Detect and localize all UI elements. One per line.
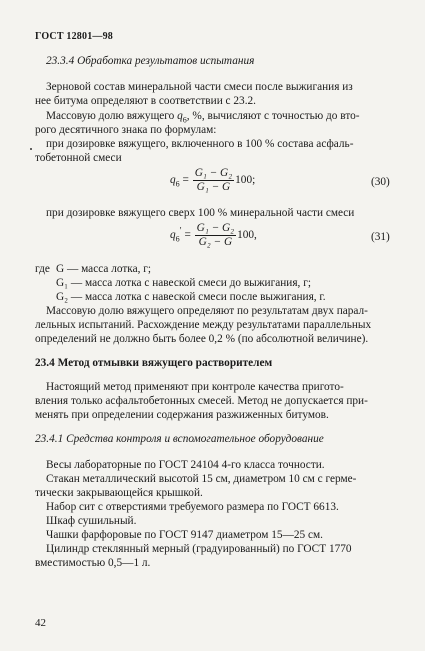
formula-fraction xyxy=(193,167,234,194)
paragraph-text: менять при определении содержания разжиженных битумов. xyxy=(35,409,329,421)
equation-number: (31) xyxy=(371,231,390,243)
variable-definition: G₂ — масса лотка с навеской смеси после выжигания, г. xyxy=(56,291,326,303)
equipment-item: Шкаф сушильный. xyxy=(46,515,137,527)
equipment-item: Стакан металлический высотой 15 см, диаметром 10 см с герме- xyxy=(46,473,357,485)
equation-number: (30) xyxy=(371,176,390,188)
paragraph-text: вления только асфальтобетонных смесей. Метод не допускается при- xyxy=(35,395,368,407)
paragraph-text: Настоящий метод применяют при контроле качества пригото- xyxy=(46,381,344,393)
paragraph-text: рого десятичного знака по формулам: xyxy=(35,124,217,136)
equipment-item: Весы лабораторные по ГОСТ 24104 4-го класса точности. xyxy=(46,459,325,471)
where-label: где xyxy=(35,263,50,275)
paragraph-text: определений не должно быть более 0,2 % (по абсолютной величине). xyxy=(35,333,369,345)
text-run: Массовую долю вяжущего xyxy=(46,110,178,122)
paragraph-text: Зерновой состав минеральной части смеси после выжигания из xyxy=(46,81,353,93)
section-title-23-3-4: 23.3.4 Обработка результатов испытания xyxy=(46,55,255,67)
fraction-numerator: G₁ − G₂ xyxy=(194,167,233,179)
formula-prime: ′ xyxy=(179,225,182,236)
variable-definition: G₁ — масса лотка с навеской смеси до выжигания, г; xyxy=(56,277,311,289)
paragraph-text: лельных испытаний. Расхождение между результатами параллельных xyxy=(35,319,372,331)
paragraph-text: тобетонной смеси xyxy=(35,152,122,164)
equipment-item: Чашки фарфоровые по ГОСТ 9147 диаметром 15—25 см. xyxy=(46,529,323,541)
section-title-23-4: 23.4 Метод отмывки вяжущего растворителем xyxy=(35,357,273,369)
formula-lhs: q xyxy=(170,174,176,187)
equipment-item: Набор сит с отверстиями требуемого размера по ГОСТ 6613. xyxy=(46,501,339,513)
fraction-denominator: G₂ − G xyxy=(195,235,236,249)
margin-mark xyxy=(30,148,32,150)
formula-lhs: q xyxy=(170,229,176,242)
paragraph-text: нее битума определяют в соответствии с 23.2. xyxy=(35,95,256,107)
equals-sign: = xyxy=(184,229,191,242)
formula-fraction xyxy=(195,222,236,249)
variable-q: q xyxy=(177,110,183,122)
formula-subscript: 6 xyxy=(175,234,180,244)
equipment-item: Цилиндр стеклянный мерный (градуированный) по ГОСТ 1770 xyxy=(46,543,352,555)
fraction-numerator: G₁ − G₂ xyxy=(196,222,235,234)
formula-multiplier: 100, xyxy=(237,229,257,242)
formula-31 xyxy=(170,222,257,249)
fraction-denominator: G₁ − G xyxy=(193,180,234,194)
variable-definition: G — масса лотка, г; xyxy=(56,263,152,275)
equipment-item: тически закрывающейся крышкой. xyxy=(35,487,203,499)
paragraph-text: Массовую долю вяжущего определяют по результатам двух парал- xyxy=(46,305,368,317)
paragraph-text: при дозировке вяжущего сверх 100 % минеральной части смеси xyxy=(46,207,355,219)
text-run: , %, вычисляют с точностью до вто- xyxy=(186,110,360,122)
formula-subscript: 6 xyxy=(175,179,180,189)
equals-sign: = xyxy=(182,174,189,187)
paragraph-text: при дозировке вяжущего, включенного в 100 % состава асфаль- xyxy=(46,138,354,150)
formula-30 xyxy=(170,167,255,194)
formula-multiplier: 100; xyxy=(235,174,256,187)
section-title-23-4-1: 23.4.1 Средства контроля и вспомогательное оборудование xyxy=(35,433,324,445)
page-number: 42 xyxy=(35,617,46,629)
equipment-item: вместимостью 0,5—1 л. xyxy=(35,557,151,569)
standard-header: ГОСТ 12801—98 xyxy=(35,31,114,42)
subscript: 6 xyxy=(182,115,187,125)
